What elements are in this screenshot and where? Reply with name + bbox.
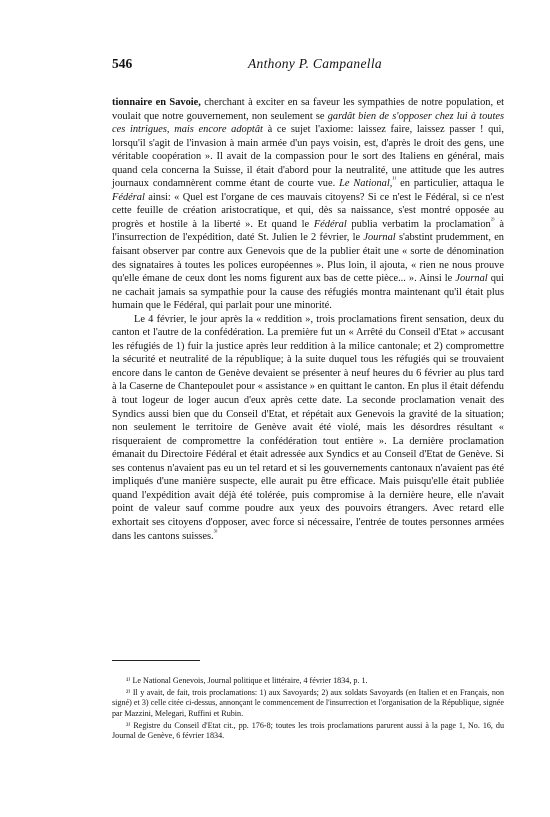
- footnote-3: ³⁾ Registre du Conseil d'Etat cit., pp. 176-8; toutes les trois proclamations parurent aussi à la page 1, No. 16, du Journal de Genève, 6 février 1834.: [112, 720, 504, 741]
- footnotes: [112, 676, 504, 743]
- page-number: 546: [112, 56, 133, 71]
- text-run: Fédéral: [112, 191, 145, 203]
- paragraph-1: tionnaire en Savoie, cherchant à exciter en sa faveur les sympathies de notre population, et voulait que notre gouvernement, non seulement se gardât bien de s'opposer chez lui à toutes ces intrigues, mais encore adoptât à ce sujet l'axiome: laissez faire, laissez passer ! qui, lorsqu'il s'agit de l'invasion à main armée d'un pays voisin, est, d'après le droit des gens, une véritable coopération ». Il avait de la compassion pour le sort des Italiens en général, mais quand cela concerna la Suisse, il était d'abord pour la neutralité, une attitude que les autres journaux condamnèrent comme étant de courte vue. Le National,$^{^{1)}}$ en particulier, attaqua le Fédéral ainsi: « Quel est l'organe de ces mauvais citoyens? Si ce n'est le Fédéral, si ce n'est cette feuille de création aristocratique, et qui, dès sa naissance, s'est montré opposée au progrès et hostile à la liberté ». Et quand le Fédéral publia verbatim la proclamation$^{^{2)}}$ à l'insurrection de l'expédition, daté St. Julien le 2 février, le Journal s'abstint prudemment, en faisant observer par contre aux Genevois que de la publier était une « sorte de dénomination des signataires à toutes les polices européennes ». Plus loin, il ajouta, « rien ne nous prouve qu'elle émane de ceux dont les noms figurent aux bas de cette pièce... ». Ainsi le Journal qui ne cachait jamais sa sympathie pour la cause des réfugiés montra maintenant qu'il était plus humain que le Fédéral, qui parlait pour une minorité.: [112, 97, 505, 312]
- footnote-2: ²⁾ Il y avait, de fait, trois proclamations: 1) aux Savoyards; 2) aux soldats Savoyards (en Italien et en Français, non signé) et 3) celle citée ci-dessus, annonçant le commencement de l'insurrection et l'organisation de la République, signée par Mazzini, Melegari, Ruffini et Rubin.: [112, 688, 504, 718]
- running-title: Anthony P. Campanella: [248, 56, 382, 71]
- text-run: en Savoie,: [155, 97, 201, 108]
- text-run: gardât bien de s'opposer chez lui à toutes ces intrigues, mais encore adoptât: [112, 110, 505, 136]
- text-run: Journal: [363, 232, 396, 244]
- paragraph-2: Le 4 février, le jour après la « reddition », trois proclamations firent sensation, deux du canton et l'autre de la confédération. La première fut un « Arrêté du Conseil d'Etat » accusant les réfugiés de 1) fuir la justice après leur reddition à la milice cantonale; et 2) compromettre la sécurité et neutralité de la république; à la suite duquel tous les réfugiés qui se trouvaient encore dans le canton de Genève devaient se présenter à neuf heures du 6 février au plus tard à la Caserne de Chantepoulet pour « assistance » en quittant le canton. En plus il était défendu à tout logeur de loger aucun d'eux après cette date. La seconde proclamation venait des Syndics aussi bien que du Conseil d'Etat, et répétait aux Genevois la gravité de la situation; non seulement le territoire de Genève avait été violé, mais les désordres résultant « risqueraient de compromettre la confédération tout entière ». La dernière proclamation émanait du Directoire Fédéral et était adressée aux Syndics et au Conseil d'Etat de Genève. Si ses contenus n'avaient pas eu un tel retard et si les gouvernements cantonaux n'avaient pas été impliqués d'une manière suspecte, elle aurait pu être efficace. Mais puisqu'elle était publiée quand l'expédition avait déjà été tolérée, puis compromise à la dernière heure, elle n'avait point de valeur sauf comme poudre aux yeux des pouvoirs étrangers. Avec retard elle exhortait ses citoyens d'opposer, avec force si nécessaire, l'entrée de toutes personnes armées dans les cantons suisses.$^{^{3)}}$: [112, 313, 504, 542]
- footnote-ref: ¹⁾: [392, 175, 397, 184]
- text-run: Journal: [455, 273, 488, 285]
- text-run: tionnaire: [112, 97, 156, 108]
- footnote-rule: [112, 660, 200, 661]
- footnote-1: ¹⁾ Le National Genevois, Journal politique et littéraire, 4 février 1834, p. 1.: [126, 676, 368, 685]
- footnote-ref: ³⁾: [213, 528, 218, 537]
- text-run: Le National,: [339, 178, 393, 190]
- footnote-ref: ²⁾: [490, 216, 495, 225]
- page-header: [112, 56, 504, 76]
- body-text: [112, 96, 504, 543]
- text-run: Fédéral: [313, 218, 347, 230]
